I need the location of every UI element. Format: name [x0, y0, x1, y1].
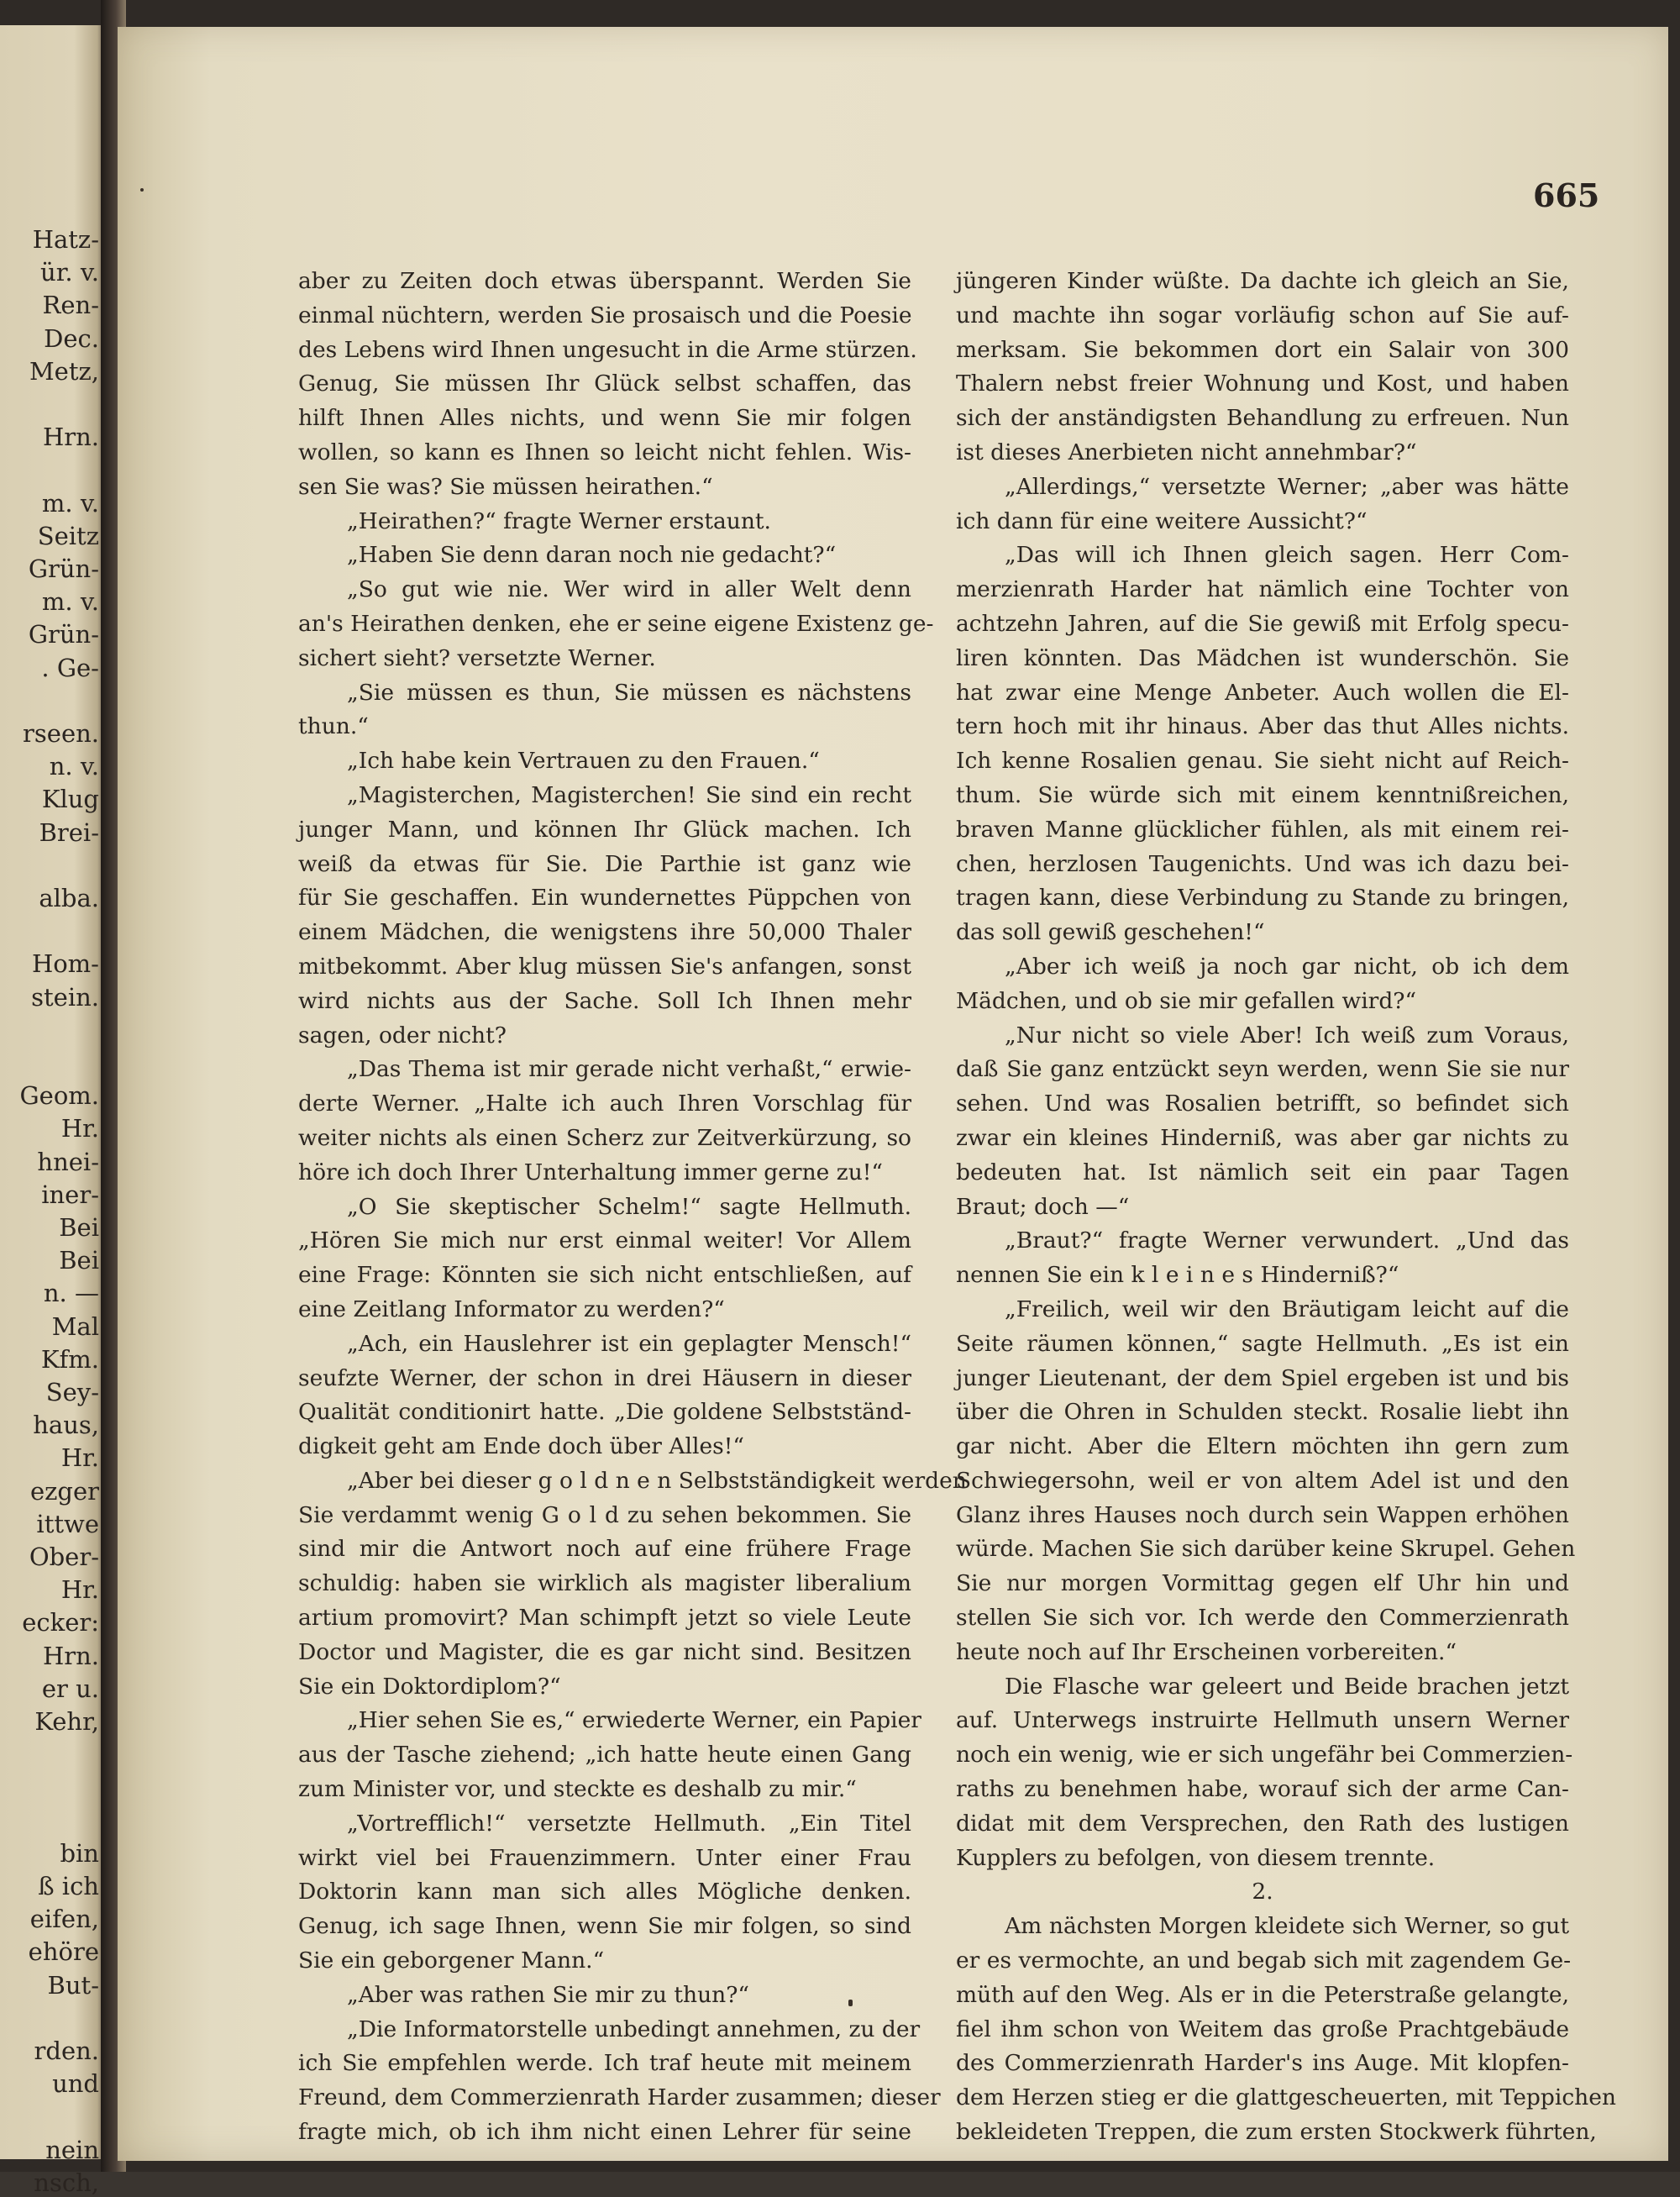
left-column-line: mitbekommt. Aber klug müssen Sie's anfangen, sonst [298, 953, 911, 980]
previous-page-line-fragment: Hrn. [42, 423, 99, 452]
previous-page-line-fragment: Hr. [60, 1114, 99, 1143]
right-column-line: auf. Unterwegs instruirte Hellmuth unsern Werner [956, 1707, 1569, 1734]
right-column-line: würde. Machen Sie sich darüber keine Skrupel. Gehen [956, 1536, 1576, 1563]
right-column-line: liren könnten. Das Mädchen ist wunderschön. Sie [956, 644, 1569, 671]
right-column-line: achtzehn Jahren, auf die Sie gewiß mit Erfolg specu- [956, 610, 1569, 637]
right-column-line: „Freilich, weil wir den Bräutigam leicht auf die [1005, 1296, 1569, 1322]
right-column-line: über die Ohren in Schulden steckt. Rosalie liebt ihn [956, 1399, 1569, 1426]
previous-page-edge [0, 25, 106, 2197]
previous-page-line-fragment: ezger [29, 1476, 99, 1506]
book-page [118, 27, 1668, 2161]
right-column-line: didat mit dem Versprechen, den Rath des lustigen [956, 1810, 1569, 1837]
previous-page-line-fragment: Geom. [19, 1081, 99, 1111]
right-column-line: Sie nur morgen Vormittag gegen elf Uhr hin und [956, 1570, 1569, 1597]
previous-page-line-fragment: Bei [59, 1213, 99, 1242]
previous-page-line-fragment: n. v. [49, 752, 99, 781]
previous-page-line-fragment: Metz, [29, 356, 99, 386]
previous-page-line-fragment: Hrn. [42, 1641, 99, 1670]
left-column-line: an's Heirathen denken, ehe er seine eigene Existenz ge- [298, 610, 934, 637]
previous-page-line-fragment: Ren- [42, 291, 99, 320]
previous-page-line-fragment: ittwe [36, 1509, 99, 1538]
ink-speck [848, 2000, 853, 2006]
left-column-line: wird nichts aus der Sache. Soll Ich Ihnen mehr [298, 987, 911, 1014]
right-column-line: junger Lieutenant, der dem Spiel ergeben ist und bis [956, 1364, 1569, 1391]
right-column-line: daß Sie ganz entzückt seyn werden, wenn Sie sie nur [956, 1056, 1569, 1083]
previous-page-line-fragment: alba. [39, 884, 99, 912]
left-column-line: „Magisterchen, Magisterchen! Sie sind ein recht [347, 781, 911, 808]
previous-page-line-fragment: Seitz [37, 521, 99, 550]
left-column-line: sichert sieht? versetzte Werner. [298, 644, 656, 671]
left-column-line: sind mir die Antwort noch auf eine frühere Frage [298, 1536, 911, 1563]
left-column-line: ich Sie empfehlen werde. Ich traf heute mit meinem [298, 2050, 911, 2077]
left-column-line: einmal nüchtern, werden Sie prosaisch und die Poesie [298, 302, 912, 328]
right-column-line: Schwiegersohn, weil er von altem Adel ist und den [956, 1467, 1569, 1494]
previous-page-line-fragment: n. — [43, 1279, 99, 1308]
left-column-line: des Lebens wird Ihnen ungesucht in die Arme stürzen. [298, 336, 917, 363]
left-column-line: seufzte Werner, der schon in drei Häusern in dieser [298, 1364, 911, 1391]
previous-page-line-fragment: Mal [51, 1311, 99, 1341]
previous-page-line-fragment: Kfm. [40, 1344, 99, 1374]
left-column-line: sagen, oder nicht? [298, 1022, 507, 1049]
left-column-line: Doktorin kann man sich alles Mögliche denken. [298, 1879, 911, 1905]
left-column-line: Freund, dem Commerzienrath Harder zusammen; dieser [298, 2084, 941, 2111]
left-column-line: „Die Informatorstelle unbedingt annehmen, zu der [347, 2016, 921, 2042]
right-column-line: Am nächsten Morgen kleidete sich Werner, so gut [1005, 1913, 1569, 1940]
left-column-line: „Hier sehen Sie es,“ erwiederte Werner, ein Papier [347, 1707, 921, 1734]
right-column-line: bekleideten Treppen, die zum ersten Stockwerk führten, [956, 2119, 1597, 2146]
right-column-line: „Nur nicht so viele Aber! Ich weiß zum Voraus, [1005, 1022, 1569, 1049]
previous-page-line-fragment: hnei- [37, 1147, 99, 1176]
left-column-line: Sie verdammt wenig G o l d zu sehen bekommen. Sie [298, 1501, 911, 1528]
right-column-line: thum. Sie würde sich mit einem kenntnißreichen, [956, 781, 1569, 808]
right-column-line: merksam. Sie bekommen dort ein Salair von 300 [956, 336, 1569, 363]
right-column-line: sehen. Und was Rosalien betrifft, so befindet sich [956, 1091, 1569, 1117]
right-column-line: „Braut?“ fragte Werner verwundert. „Und das [1005, 1227, 1569, 1254]
left-column-line: höre ich doch Ihrer Unterhaltung immer gerne zu!“ [298, 1159, 883, 1185]
left-column-line: „Haben Sie denn daran noch nie gedacht?“ [347, 542, 837, 569]
previous-page-line-fragment: Klug [41, 785, 99, 814]
previous-page-line-fragment: Kehr, [34, 1707, 99, 1736]
ink-speck [140, 188, 144, 192]
right-column-line: heute noch auf Ihr Erscheinen vorbereiten.“ [956, 1638, 1457, 1665]
right-column-line: nennen Sie ein k l e i n e s Hinderniß?“ [956, 1262, 1399, 1289]
right-column-line: stellen Sie sich vor. Ich werde den Commerzienrath [956, 1605, 1569, 1632]
right-column-line: „Allerdings,“ versetzte Werner; „aber was hätte [1005, 473, 1569, 500]
left-column-line: schuldig: haben sie wirklich als magister liberalium [298, 1570, 911, 1597]
left-column-line: „Ach, ein Hauslehrer ist ein geplagter Mensch!“ [347, 1330, 911, 1357]
right-column-line: hat zwar eine Menge Anbeter. Auch wollen die El- [956, 679, 1569, 706]
right-column-line: bedeuten hat. Ist nämlich seit ein paar Tagen [956, 1159, 1569, 1185]
previous-page-line-fragment: ehöre [28, 1937, 99, 1967]
right-column-line: zwar ein kleines Hinderniß, was aber gar nichts zu [956, 1124, 1569, 1151]
previous-page-line-fragment: But- [47, 1970, 99, 2000]
right-column-line: Die Flasche war geleert und Beide brachen jetzt [1005, 1673, 1569, 1700]
right-column-line: er es vermochte, an und begab sich mit zagendem Ge- [956, 1947, 1572, 1974]
right-column-line: merzienrath Harder hat nämlich eine Tochter von [956, 576, 1569, 603]
left-column-line: eine Zeitlang Informator zu werden?“ [298, 1296, 725, 1322]
left-column-line: junger Mann, und können Ihr Glück machen. Ich [298, 816, 911, 843]
left-column-line: zum Minister vor, und steckte es deshalb zu mir.“ [298, 1776, 857, 1803]
right-column-line: chen, herzlosen Taugenichts. Und was ich dazu bei- [956, 850, 1569, 877]
left-column-line: Genug, Sie müssen Ihr Glück selbst schaffen, das [298, 371, 911, 397]
left-column-line: aus der Tasche ziehend; „ich hatte heute einen Gang [298, 1742, 911, 1769]
left-column-line: wollen, so kann es Ihnen so leicht nicht fehlen. Wis- [298, 439, 911, 465]
right-column-line: Braut; doch —“ [956, 1193, 1130, 1220]
right-column-line: Glanz ihres Hauses noch durch sein Wappen erhöhen [956, 1501, 1569, 1528]
page-number: 665 [1533, 176, 1600, 214]
previous-page-line-fragment: ß ich [38, 1872, 99, 1900]
previous-page-line-fragment: nein [45, 2135, 99, 2164]
left-column-line: weiter nichts als einen Scherz zur Zeitverkürzung, so [298, 1124, 911, 1151]
left-column-line: fragte mich, ob ich ihm nicht einen Lehrer für seine [298, 2119, 911, 2146]
left-column-line: wirkt viel bei Frauenzimmern. Unter einer Frau [298, 1844, 911, 1871]
left-column-line: „Ich habe kein Vertrauen zu den Frauen.“ [347, 748, 820, 775]
right-column-line: sich der anständigsten Behandlung zu erfreuen. Nun [956, 405, 1569, 432]
right-column-line: fiel ihm schon von Weitem das große Prachtgebäude [956, 2016, 1569, 2042]
previous-page-line-fragment: rden. [34, 2037, 99, 2065]
previous-page-line-fragment: ecker: [22, 1608, 99, 1637]
right-column-line: Seite räumen können,“ sagte Hellmuth. „Es ist ein [956, 1330, 1569, 1357]
previous-page-line-fragment: und [52, 2069, 99, 2099]
right-column-line: dem Herzen stieg er die glattgescheuerten, mit Teppichen [956, 2084, 1616, 2111]
previous-page-line-fragment: Ober- [29, 1543, 99, 1571]
right-column-line: noch ein wenig, wie er sich ungefähr bei Commerzien- [956, 1742, 1573, 1769]
right-column-line: braven Manne glücklicher fühlen, als mit einem rei- [956, 816, 1569, 843]
left-column-line: für Sie geschaffen. Ein wundernettes Püppchen von [298, 885, 911, 912]
left-column-line: „Aber was rathen Sie mir zu thun?“ [347, 1981, 749, 2008]
right-column-line: tern hoch mit ihr hinaus. Aber das thut Alles nichts. [956, 713, 1569, 740]
left-column-line: Genug, ich sage Ihnen, wenn Sie mir folgen, so sind [298, 1913, 911, 1940]
previous-page-line-fragment: ür. v. [40, 258, 99, 287]
left-column-line: Sie ein geborgener Mann.“ [298, 1947, 605, 1974]
left-column-line: „Vortrefflich!“ versetzte Hellmuth. „Ein Titel [347, 1810, 911, 1837]
left-column-line: Doctor und Magister, die es gar nicht sind. Besitzen [298, 1638, 911, 1665]
right-column-line: gar nicht. Aber die Eltern möchten ihn gern zum [956, 1433, 1569, 1460]
right-column-line: 2. [1252, 1879, 1273, 1905]
previous-page-line-fragment: rseen. [23, 719, 99, 748]
right-column-line: „Aber ich weiß ja noch gar nicht, ob ich dem [1005, 953, 1569, 980]
previous-page-line-fragment: Dec. [44, 323, 99, 353]
right-column-line: Ich kenne Rosalien genau. Sie sieht nicht auf Reich- [956, 748, 1569, 775]
previous-page-line-fragment: Grün- [28, 620, 99, 649]
previous-page-line-fragment: Hr. [60, 1575, 99, 1605]
text-column-left [298, 265, 967, 2150]
left-column-line: weiß da etwas für Sie. Die Parthie ist ganz wie [298, 850, 911, 877]
right-column-line: tragen kann, diese Verbindung zu Stande zu bringen, [956, 885, 1569, 912]
right-column-line: das soll gewiß geschehen!“ [956, 919, 1265, 946]
left-column-line: thun.“ [298, 713, 369, 740]
left-column-line: einem Mädchen, die wenigstens ihre 50,000 Thaler [298, 919, 911, 946]
right-column-line: Kupplers zu befolgen, von diesem trennte. [956, 1844, 1436, 1871]
left-column-line: „Hören Sie mich nur erst einmal weiter! Vor Allem [298, 1227, 911, 1254]
left-column-line: „Aber bei dieser g o l d n e n Selbstständigkeit werden [347, 1467, 967, 1494]
left-column-line: digkeit geht am Ende doch über Alles!“ [298, 1433, 744, 1460]
left-column-line: aber zu Zeiten doch etwas überspannt. Werden Sie [298, 268, 911, 294]
previous-page-line-fragment: Brei- [39, 817, 99, 847]
previous-page-line-fragment: Sey- [45, 1378, 99, 1406]
right-column-line: des Commerzienrath Harder's ins Auge. Mit klopfen- [956, 2050, 1569, 2077]
right-column-line: Thalern nebst freier Wohnung und Kost, und haben [956, 371, 1569, 397]
previous-page-line-fragment: . Ge- [41, 653, 99, 682]
left-column-line: artium promovirt? Man schimpft jetzt so viele Leute [298, 1605, 911, 1632]
left-column-line: „Das Thema ist mir gerade nicht verhaßt,“ erwie- [347, 1056, 911, 1083]
previous-page-line-fragment: Hr. [60, 1443, 99, 1473]
previous-page-line-fragment: Hom- [31, 949, 99, 979]
previous-page-line-fragment: er u. [41, 1674, 99, 1703]
left-column-line: eine Frage: Könnten sie sich nicht entschließen, auf [298, 1262, 911, 1289]
previous-page-line-fragment: nsch, [34, 2168, 99, 2197]
right-column-line: jüngeren Kinder wüßte. Da dachte ich gleich an Sie, [956, 268, 1569, 294]
left-column-line: derte Werner. „Halte ich auch Ihren Vorschlag für [298, 1091, 911, 1117]
previous-page-line-fragment: haus, [33, 1411, 99, 1440]
right-column-line: und machte ihn sogar vorläufig schon auf Sie auf- [956, 302, 1569, 328]
left-column-line: Sie ein Doktordiplom?“ [298, 1673, 561, 1700]
right-column-line: Mädchen, und ob sie mir gefallen wird?“ [956, 987, 1417, 1014]
previous-page-line-fragment: Grün- [28, 555, 99, 583]
previous-page-line-fragment: Hatz- [32, 225, 99, 254]
left-column-line: hilft Ihnen Alles nichts, und wenn Sie mir folgen [298, 405, 911, 432]
left-column-line: sen Sie was? Sie müssen heirathen.“ [298, 473, 713, 500]
left-column-line: Qualität conditionirt hatte. „Die goldene Selbstständ- [298, 1399, 911, 1426]
previous-page-line-fragment: Bei [59, 1246, 99, 1275]
left-column-line: „O Sie skeptischer Schelm!“ sagte Hellmuth. [347, 1193, 911, 1220]
previous-page-line-fragment: eifen, [29, 1905, 99, 1934]
previous-page-line-fragment: iner- [41, 1180, 99, 1209]
previous-page-line-fragment: m. v. [41, 587, 99, 617]
previous-page-line-fragment: m. v. [41, 488, 99, 518]
text-column-right [956, 265, 1616, 2150]
previous-page-line-fragment: stein. [31, 982, 99, 1012]
right-column-line: müth auf den Weg. Als er in die Peterstraße gelangte, [956, 1981, 1569, 2008]
right-column-line: ich dann für eine weitere Aussicht?“ [956, 507, 1368, 534]
right-column-line: raths zu benehmen habe, worauf sich der arme Can- [956, 1776, 1569, 1803]
previous-page-line-fragment: bin [60, 1838, 99, 1868]
right-column-line: „Das will ich Ihnen gleich sagen. Herr Com- [1005, 542, 1569, 569]
right-column-line: ist dieses Anerbieten nicht annehmbar?“ [956, 439, 1417, 465]
left-column-line: „Heirathen?“ fragte Werner erstaunt. [347, 507, 771, 534]
left-column-line: „So gut wie nie. Wer wird in aller Welt denn [347, 576, 911, 603]
left-column-line: „Sie müssen es thun, Sie müssen es nächstens [347, 679, 911, 706]
